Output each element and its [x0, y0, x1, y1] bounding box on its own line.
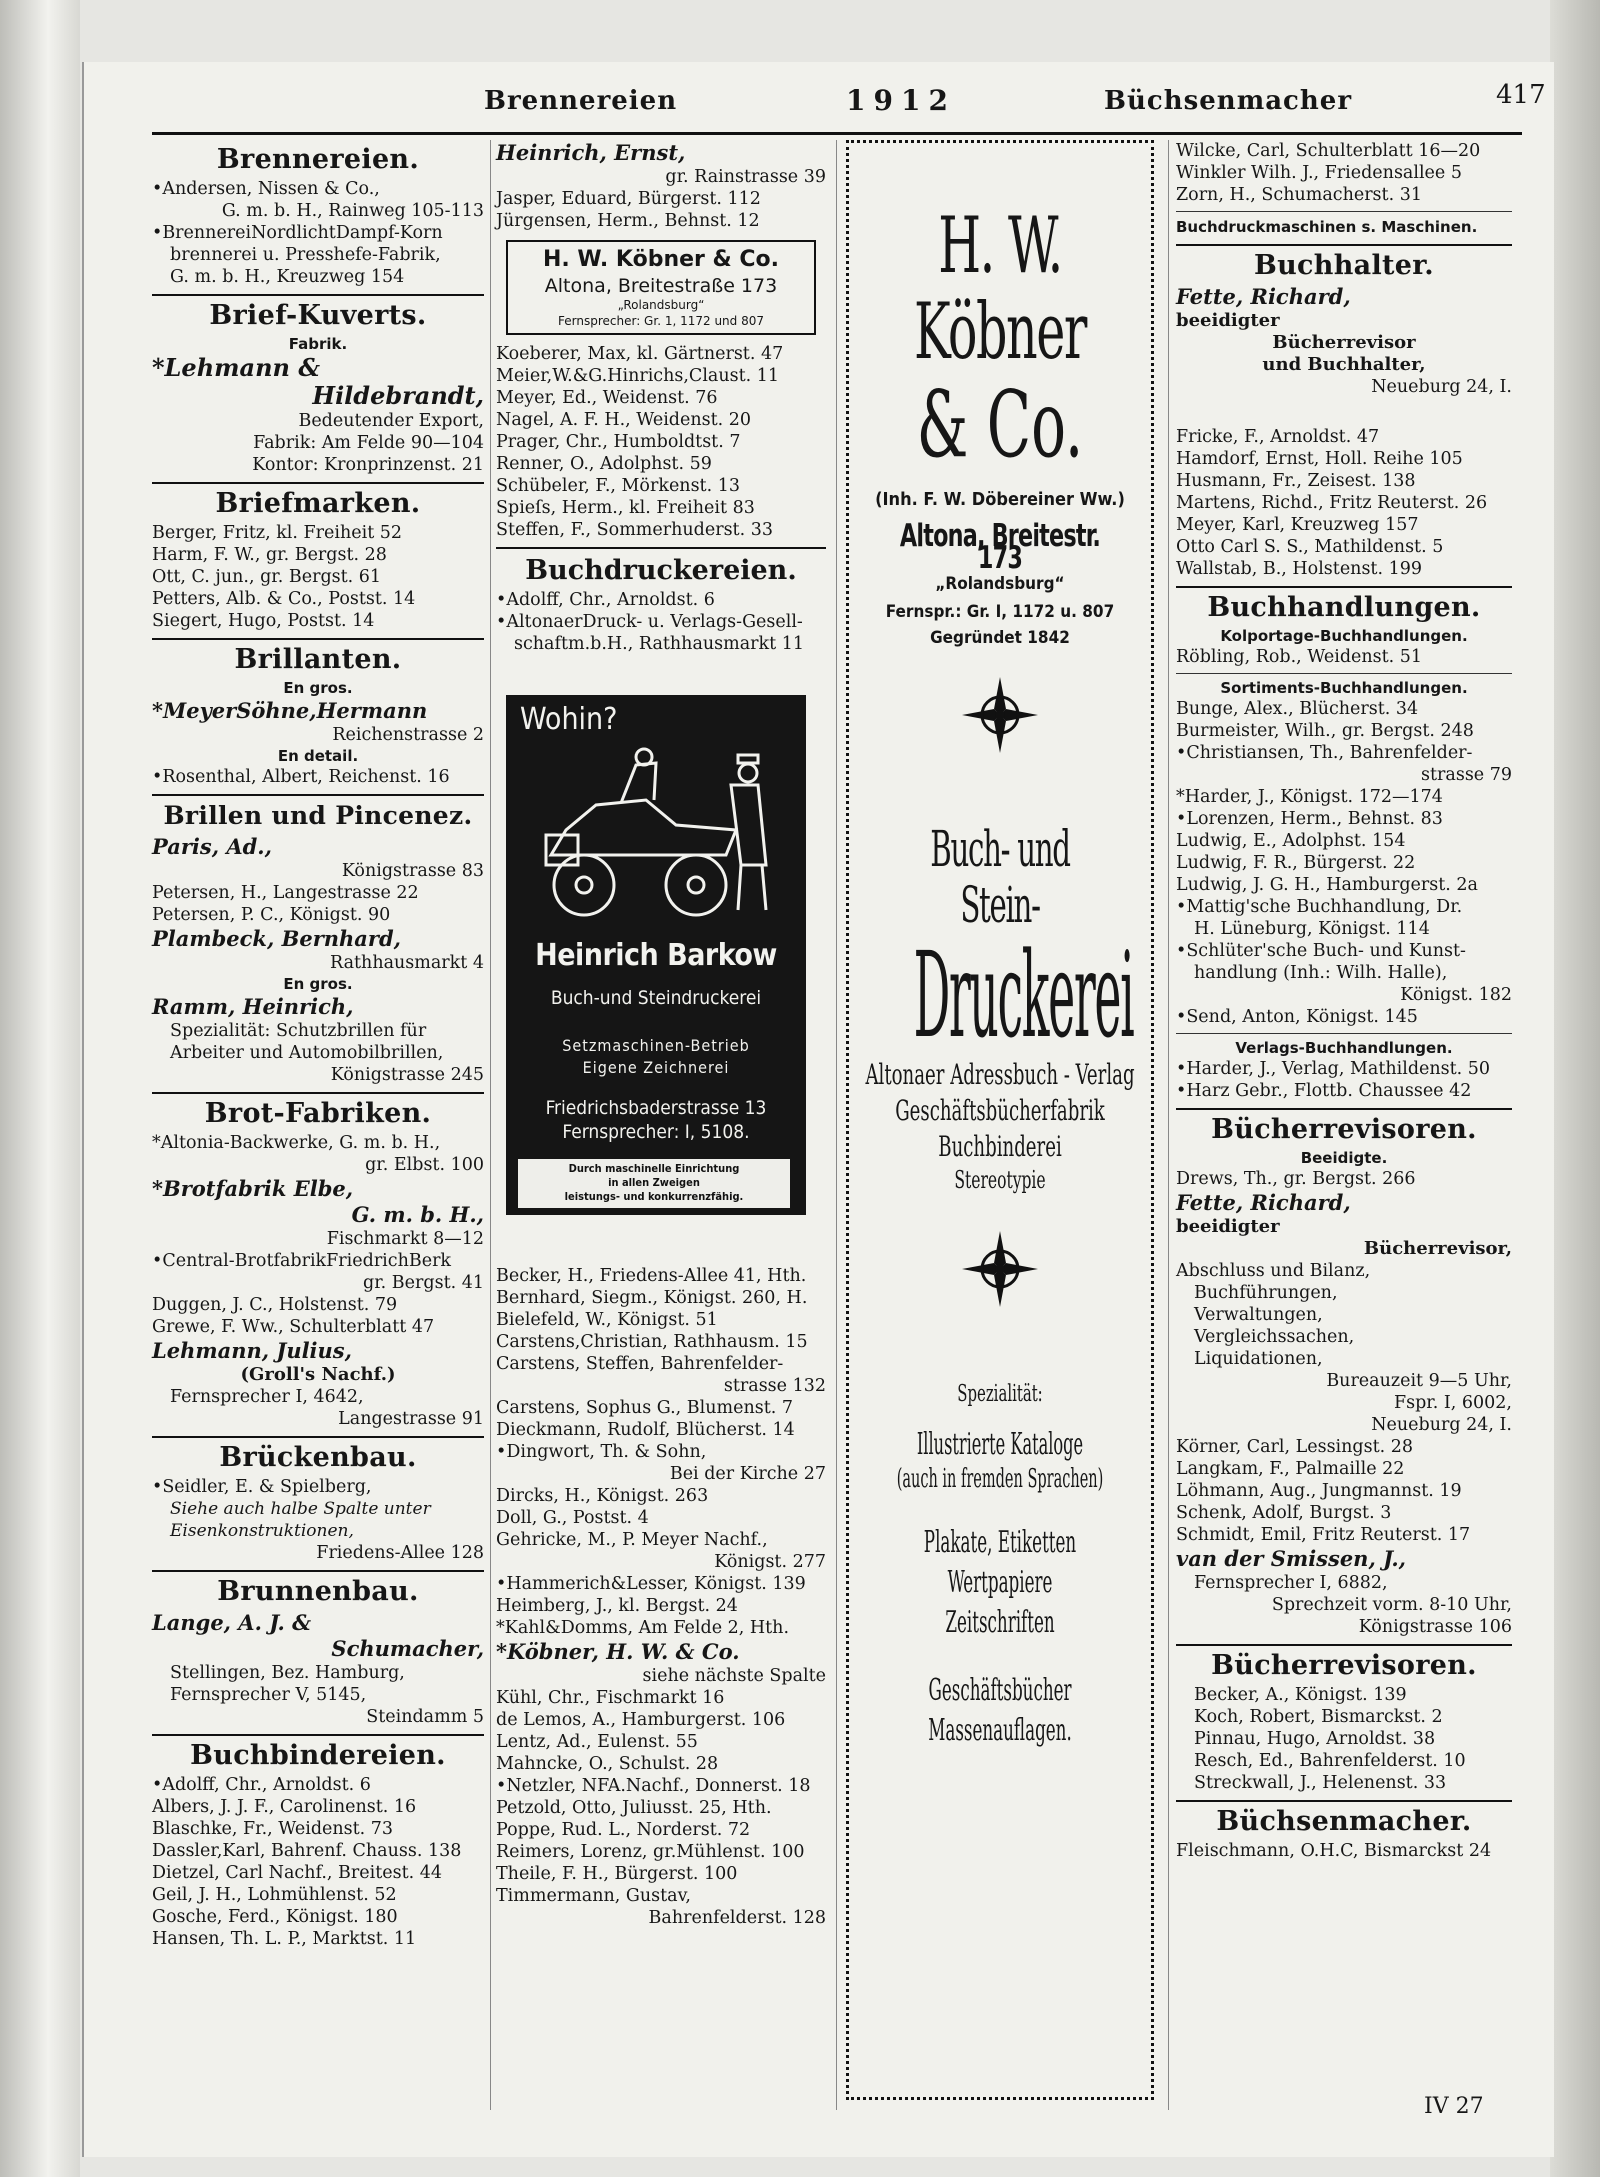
entry: Koch, Robert, Bismarckst. 2	[1194, 1707, 1443, 1727]
featured-name: Lehmann, Julius,	[152, 1338, 352, 1363]
category-heading: Brillen und Pincenez.	[163, 801, 473, 830]
entry: Hamdorf, Ernst, Holl. Reihe 105	[1176, 449, 1463, 469]
entry: Königstrasse 106	[1358, 1617, 1512, 1637]
ad-feature: Setzmaschinen-Betrieb	[562, 1036, 750, 1055]
divider	[496, 547, 826, 549]
entry: Bei der Kirche 27	[669, 1464, 826, 1484]
directory-page	[82, 62, 1554, 2157]
entry: •Mattig'sche Buchhandlung, Dr.	[1176, 897, 1463, 917]
ad-building: „Rolandsburg“	[617, 298, 705, 312]
divider	[1176, 1644, 1512, 1646]
entry: Neueburg 24, I.	[1371, 377, 1512, 397]
entry: *Harder, J., Königst. 172—174	[1176, 787, 1443, 807]
featured-name: Ramm, Heinrich,	[152, 994, 354, 1019]
entry: Berger, Fritz, kl. Freiheit 52	[152, 523, 403, 543]
category-heading: Bücherrevisoren.	[1211, 1114, 1477, 1145]
entry: Langkam, F., Palmaille 22	[1176, 1459, 1405, 1479]
entry: Spieſs, Herm., kl. Freiheit 83	[496, 498, 755, 518]
ad-product: Geschäftsbücher	[928, 1673, 1072, 1708]
entry: Eisenkonstruktionen,	[170, 1521, 354, 1541]
entry: Duggen, J. C., Holstenst. 79	[152, 1295, 398, 1315]
ad-slogan: leistungs- und konkurrenzfähig.	[564, 1190, 744, 1203]
ad-wohin: Wohin?	[520, 702, 618, 737]
entry: •Hammerich&Lesser, Königst. 139	[496, 1574, 806, 1594]
ad-phone: Fernspr.: Gr. I, 1172 u. 807	[885, 602, 1115, 622]
divider	[1176, 1033, 1512, 1034]
divider	[152, 794, 484, 796]
entry: •Harder, J., Verlag, Mathildenst. 50	[1176, 1059, 1491, 1079]
ad-address: Altona, Breitestr. 173	[899, 518, 1101, 576]
category-heading: Buchhandlungen.	[1207, 592, 1481, 623]
barkow-ad	[506, 695, 806, 1215]
column-1	[152, 140, 484, 1950]
entry: Meyer, Ed., Weidenst. 76	[496, 388, 718, 408]
entry: Körner, Carl, Lessingst. 28	[1176, 1437, 1414, 1457]
entry: Dircks, H., Königst. 263	[496, 1486, 709, 1506]
ad-product: Plakate, Etiketten	[923, 1525, 1077, 1560]
entry: Carstens, Sophus G., Blumenst. 7	[496, 1398, 794, 1418]
entry: Ott, C. jun., gr. Bergst. 61	[152, 567, 382, 587]
entry: Liquidationen,	[1194, 1349, 1323, 1369]
category-heading: Brunnenbau.	[217, 1576, 419, 1607]
entry: Becker, H., Friedens-Allee 41, Hth.	[496, 1266, 807, 1286]
subheading: Kolportage-Buchhandlungen.	[1220, 627, 1468, 645]
entry: Neueburg 24, I.	[1371, 1415, 1512, 1435]
entry: G. m. b. H., Kreuzweg 154	[170, 267, 405, 287]
featured-name: Plambeck, Bernhard,	[152, 926, 401, 951]
entry: Petters, Alb. & Co., Postst. 14	[152, 589, 416, 609]
divider	[1176, 586, 1512, 588]
entry: Friedens-Allee 128	[316, 1543, 484, 1563]
entry: Königst. 182	[1400, 985, 1512, 1005]
featured-name: van der Smissen, J.,	[1176, 1546, 1406, 1571]
ad-product: Zeitschriften	[945, 1605, 1055, 1640]
ad-title: H. W. Köbner & Co.	[543, 247, 779, 272]
ad-address: Friedrichsbaderstrasse 13	[545, 1097, 767, 1119]
column-3	[846, 140, 1166, 2105]
entry: •Rosenthal, Albert, Reichenst. 16	[152, 767, 450, 787]
entry: Steffen, F., Sommerhuderst. 33	[496, 520, 773, 540]
header-left: Brennereien	[484, 86, 678, 116]
divider	[1176, 211, 1512, 212]
entry: Fernsprecher I, 6882,	[1194, 1573, 1388, 1593]
ad-business: Buch-und Steindruckerei	[550, 987, 762, 1009]
ad-phone: Fernsprecher: Gr. 1, 1172 und 807	[558, 314, 764, 328]
entry: Fernsprecher V, 5145,	[170, 1685, 367, 1705]
column-rule	[836, 140, 837, 2110]
divider	[1176, 1800, 1512, 1802]
category-heading: Buchhalter.	[1254, 250, 1434, 281]
automobile-illustration	[526, 745, 786, 935]
entry: Zorn, H., Schumacherst. 31	[1176, 185, 1422, 205]
subheading: En detail.	[277, 747, 359, 765]
entry: Harm, F. W., gr. Bergst. 28	[152, 545, 387, 565]
entry: •Dingwort, Th. & Sohn,	[496, 1442, 707, 1462]
entry: Bedeutender Export,	[298, 411, 484, 431]
category-heading: Brückenbau.	[219, 1442, 417, 1473]
entry: •Schlüter'sche Buch- und Kunst-	[1176, 941, 1466, 961]
ornament-icon	[960, 675, 1040, 755]
entry: gr. Rainstrasse 39	[665, 167, 826, 187]
entry: Langestrasse 91	[338, 1409, 484, 1429]
entry: handlung (Inh.: Wilh. Halle),	[1194, 963, 1448, 983]
ad-company-name: Heinrich Barkow	[535, 938, 777, 973]
entry: Gosche, Ferd., Königst. 180	[152, 1907, 398, 1927]
entry: brennerei u. Presshefe-Fabrik,	[170, 245, 441, 265]
ad-building: „Rolandsburg“	[935, 574, 1065, 594]
entry: Ludwig, F. R., Bürgerst. 22	[1176, 853, 1416, 873]
divider	[1176, 1108, 1512, 1110]
entry: Carstens, Steffen, Bahrenfelder-	[496, 1354, 784, 1374]
featured-title: und Buchhalter,	[1262, 354, 1426, 375]
featured-name: Schumacher,	[331, 1636, 484, 1661]
featured-title: beeidigter	[1176, 310, 1280, 331]
entry: •Christiansen, Th., Bahrenfelder-	[1176, 743, 1473, 763]
entry: Petzold, Otto, Juliusst. 25, Hth.	[496, 1798, 772, 1818]
entry: •Adolff, Chr., Arnoldst. 6	[496, 590, 715, 610]
entry: siehe nächste Spalte	[642, 1666, 826, 1686]
entry: schaftm.b.H., Rathhausmarkt 11	[514, 634, 804, 654]
ad-feature: Eigene Zeichnerei	[582, 1058, 730, 1077]
entry: •AltonaerDruck- u. Verlags-Gesell-	[496, 612, 803, 632]
entry: •Netzler, NFA.Nachf., Donnerst. 18	[496, 1776, 811, 1796]
ad-headline: H. W. Köbner	[913, 201, 1087, 377]
entry: Becker, A., Königst. 139	[1194, 1685, 1407, 1705]
entry: Meyer, Karl, Kreuzweg 157	[1176, 515, 1419, 535]
entry: Hansen, Th. L. P., Marktst. 11	[152, 1929, 417, 1949]
featured-name: Fette, Richard,	[1176, 284, 1351, 309]
featured-name: Lange, A. J. &	[152, 1610, 312, 1635]
divider	[152, 482, 484, 484]
entry: Resch, Ed., Bahrenfelderst. 10	[1194, 1751, 1466, 1771]
entry: Grewe, F. Ww., Schulterblatt 47	[152, 1317, 435, 1337]
entry: Siehe auch halbe Spalte unter	[170, 1499, 431, 1519]
entry: Ludwig, E., Adolphst. 154	[1176, 831, 1406, 851]
entry: Drews, Th., gr. Bergst. 266	[1176, 1169, 1416, 1189]
ad-phone: Fernsprecher: I, 5108.	[562, 1121, 750, 1143]
entry: Siegert, Hugo, Postst. 14	[152, 611, 375, 631]
divider	[152, 1436, 484, 1438]
entry: Spezialität: Schutzbrillen für	[170, 1021, 427, 1041]
entry: Röbling, Rob., Weidenst. 51	[1176, 647, 1423, 667]
entry: gr. Elbst. 100	[365, 1155, 484, 1175]
entry: •BrennereiNordlichtDampf-Korn	[152, 223, 443, 243]
subheading: En gros.	[283, 679, 353, 697]
entry: Wallstab, B., Holstenst. 199	[1176, 559, 1422, 579]
page-number: 417	[1496, 80, 1546, 110]
divider	[152, 1734, 484, 1736]
category-heading: Brot-Fabriken.	[204, 1098, 432, 1129]
entry: Jürgensen, Herm., Behnst. 12	[496, 211, 760, 231]
entry: Verwaltungen,	[1194, 1305, 1323, 1325]
entry: Dieckmann, Rudolf, Blücherst. 14	[496, 1420, 795, 1440]
column-4	[1176, 140, 1512, 1862]
entry: Geil, J. H., Lohmühlenst. 52	[152, 1885, 397, 1905]
entry: Renner, O., Adolphst. 59	[496, 454, 712, 474]
entry: Buchführungen,	[1194, 1283, 1338, 1303]
header-right: Büchsenmacher	[1104, 86, 1353, 116]
entry: •Send, Anton, Königst. 145	[1176, 1007, 1418, 1027]
ad-service: Buch- und Stein-	[930, 820, 1070, 934]
entry: Gehricke, M., P. Meyer Nachf.,	[496, 1530, 768, 1550]
column-2	[496, 140, 826, 1929]
entry: Ludwig, J. G. H., Hamburgerst. 2a	[1176, 875, 1478, 895]
entry: Koeberer, Max, kl. Gärtnerst. 47	[496, 344, 784, 364]
divider	[152, 294, 484, 296]
entry: Bahrenfelderst. 128	[648, 1908, 826, 1928]
divider	[1176, 673, 1512, 674]
entry: Jasper, Eduard, Bürgerst. 112	[496, 189, 761, 209]
column-rule	[490, 140, 491, 2110]
entry: •Andersen, Nissen & Co.,	[152, 179, 380, 199]
entry: Petersen, H., Langestrasse 22	[152, 883, 419, 903]
ad-service: Geschäftsbücherfabrik	[895, 1094, 1105, 1127]
subheading: Verlags-Buchhandlungen.	[1235, 1039, 1453, 1057]
column-rule	[1168, 140, 1169, 2110]
entry: Rathhausmarkt 4	[330, 953, 484, 973]
entry: Prager, Chr., Humboldtst. 7	[496, 432, 741, 452]
entry: •Lorenzen, Herm., Behnst. 83	[1176, 809, 1443, 829]
entry: Schübeler, F., Mörkenst. 13	[496, 476, 740, 496]
entry: Blaschke, Fr., Weidenst. 73	[152, 1819, 394, 1839]
featured-name: *MeyerSöhne,Hermann	[152, 698, 428, 723]
entry: Petersen, P. C., Königst. 90	[152, 905, 391, 925]
entry: Kühl, Chr., Fischmarkt 16	[496, 1688, 725, 1708]
entry: Pinnau, Hugo, Arnoldst. 38	[1194, 1729, 1436, 1749]
entry: Schmidt, Emil, Fritz Reuterst. 17	[1176, 1525, 1471, 1545]
entry: Carstens,Christian, Rathhausm. 15	[496, 1332, 808, 1352]
featured-name: *Lehmann &	[152, 353, 321, 382]
entry: *Altonia-Backwerke, G. m. b. H.,	[152, 1133, 441, 1153]
ad-specialty: Illustrierte Kataloge	[916, 1427, 1084, 1462]
entry: Sprechzeit vorm. 8-10 Uhr,	[1271, 1595, 1512, 1615]
cross-reference: Buchdruckmaschinen s. Maschinen.	[1176, 218, 1478, 236]
subheading: En gros.	[283, 975, 353, 993]
entry: Fischmarkt 8—12	[326, 1229, 484, 1249]
entry: •Seidler, E. & Spielberg,	[152, 1477, 372, 1497]
entry: Burmeister, Wilh., gr. Bergst. 248	[1176, 721, 1474, 741]
subheading: Beeidigte.	[1300, 1149, 1388, 1167]
ad-address: Altona, Breitestraße 173	[544, 275, 778, 297]
featured-title: Bücherrevisor	[1272, 332, 1416, 353]
entry: Fspr. I, 6002,	[1393, 1393, 1512, 1413]
entry: Königst. 277	[714, 1552, 826, 1572]
featured-name: Fette, Richard,	[1176, 1190, 1351, 1215]
subheading: Fabrik.	[288, 335, 348, 353]
entry: •Central-BrotfabrikFriedrichBerk	[152, 1251, 452, 1271]
entry: Mahncke, O., Schulst. 28	[496, 1754, 719, 1774]
entry: Fleischmann, O.H.C, Bismarckst 24	[1176, 1841, 1492, 1861]
entry: Husmann, Fr., Zeisest. 138	[1176, 471, 1416, 491]
category-heading: Buchbindereien.	[190, 1740, 446, 1771]
category-heading: Bücherrevisoren.	[1211, 1650, 1477, 1681]
entry: Timmermann, Gustav,	[496, 1886, 691, 1906]
ad-specialty: (auch in fremden Sprachen)	[896, 1464, 1104, 1494]
ad-service: Altonaer Adressbuch - Verlag	[865, 1058, 1135, 1091]
ad-founded: Gegründet 1842	[930, 628, 1070, 648]
ad-owner: (Inh. F. W. Döbereiner Ww.)	[875, 489, 1125, 510]
entry: Martens, Richd., Fritz Reuterst. 26	[1176, 493, 1488, 513]
entry: Schenk, Adolf, Burgst. 3	[1176, 1503, 1392, 1523]
featured-name: *Brotfabrik Elbe,	[152, 1176, 354, 1201]
featured-name: *Köbner, H. W. & Co.	[496, 1639, 740, 1664]
entry: Bernhard, Siegm., Königst. 260, H.	[496, 1288, 808, 1308]
entry: Meier,W.&G.Hinrichs,Claust. 11	[496, 366, 780, 386]
divider	[152, 638, 484, 640]
ad-slogan: Durch maschinelle Einrichtung	[568, 1162, 740, 1175]
divider	[1176, 244, 1512, 246]
entry: Abschluss und Bilanz,	[1176, 1261, 1371, 1281]
category-heading: Briefmarken.	[215, 488, 421, 519]
koebner-box-ad	[506, 240, 816, 335]
ad-service: Buchbinderei	[938, 1130, 1062, 1163]
featured-title: Bücherrevisor,	[1363, 1238, 1512, 1259]
entry: Dassler,Karl, Bahrenf. Chauss. 138	[152, 1841, 462, 1861]
entry: Königstrasse 83	[341, 861, 484, 881]
ad-slogan: in allen Zweigen	[608, 1176, 700, 1189]
ad-product: Massenauflagen.	[928, 1713, 1072, 1748]
scan-left-edge	[0, 0, 80, 2177]
entry: strasse 132	[723, 1376, 826, 1396]
category-heading: Büchsenmacher.	[1216, 1806, 1472, 1837]
entry: H. Lüneburg, Königst. 114	[1194, 919, 1430, 939]
entry: de Lemos, A., Hamburgerst. 106	[496, 1710, 786, 1730]
entry: Lentz, Ad., Eulenst. 55	[496, 1732, 698, 1752]
entry: G. m. b. H., Rainweg 105-113	[221, 201, 484, 221]
entry: Fricke, F., Arnoldst. 47	[1176, 427, 1380, 447]
entry: Dietzel, Carl Nachf., Breitest. 44	[152, 1863, 442, 1883]
entry: Albers, J. J. F., Carolinenst. 16	[152, 1797, 417, 1817]
signature-mark: IV 27	[1424, 2094, 1484, 2119]
entry: Bunge, Alex., Blücherst. 34	[1176, 699, 1419, 719]
ad-service-large: Druckerei	[913, 926, 1134, 1064]
subheading: Sortiments-Buchhandlungen.	[1220, 679, 1468, 697]
entry: Bureauzeit 9—5 Uhr,	[1326, 1371, 1512, 1391]
ad-product: Wertpapiere	[947, 1565, 1053, 1600]
featured-name: Paris, Ad.,	[152, 834, 272, 859]
entry: Löhmann, Aug., Jungmannst. 19	[1176, 1481, 1462, 1501]
header-rule	[152, 132, 1522, 135]
category-heading: Brennereien.	[216, 144, 420, 175]
entry: •Harz Gebr., Flottb. Chaussee 42	[1176, 1081, 1472, 1101]
scan-right-edge	[1550, 0, 1600, 2177]
entry: *Kahl&Domms, Am Felde 2, Hth.	[496, 1618, 790, 1638]
entry: Kontor: Kronprinzenst. 21	[252, 455, 484, 475]
ad-headline: & Co.	[916, 371, 1084, 478]
entry: Steindamm 5	[366, 1707, 484, 1727]
entry: Bielefeld, W., Königst. 51	[496, 1310, 718, 1330]
entry: strasse 79	[1421, 765, 1512, 785]
entry: Stellingen, Bez. Hamburg,	[170, 1663, 405, 1683]
entry: Doll, G., Postst. 4	[496, 1508, 649, 1528]
entry: Reichenstrasse 2	[332, 725, 484, 745]
featured-name: (Groll's Nachf.)	[240, 1364, 396, 1385]
entry: Wilcke, Carl, Schulterblatt 16—20	[1176, 141, 1481, 161]
ad-service: Stereotypie	[954, 1166, 1046, 1194]
featured-name: Hildebrandt,	[312, 381, 484, 410]
category-heading: Brief-Kuverts.	[209, 300, 427, 331]
entry: Nagel, A. F. H., Weidenst. 20	[496, 410, 752, 430]
entry: •Adolff, Chr., Arnoldst. 6	[152, 1775, 371, 1795]
entry: Heimberg, J., kl. Bergst. 24	[496, 1596, 738, 1616]
featured-name: Heinrich, Ernst,	[496, 140, 686, 165]
entry: Arbeiter und Automobilbrillen,	[170, 1043, 444, 1063]
entry: Streckwall, J., Helenenst. 33	[1194, 1773, 1447, 1793]
ad-specialty-label: Spezialität:	[957, 1381, 1043, 1407]
running-head	[154, 80, 1546, 120]
entry: gr. Bergst. 41	[363, 1273, 484, 1293]
entry: Vergleichssachen,	[1194, 1327, 1355, 1347]
header-year: 1912	[846, 84, 956, 117]
category-heading: Brillanten.	[234, 644, 402, 675]
entry: Fernsprecher I, 4642,	[170, 1387, 364, 1407]
koebner-full-ad	[846, 140, 1154, 2100]
entry: Königstrasse 245	[330, 1065, 484, 1085]
entry: Reimers, Lorenz, gr.Mühlenst. 100	[496, 1842, 805, 1862]
entry: Winkler Wilh. J., Friedensallee 5	[1176, 163, 1462, 183]
ad-slogan-box	[518, 1159, 790, 1208]
entry: Fabrik: Am Felde 90—104	[253, 433, 484, 453]
entry: Theile, F. H., Bürgerst. 100	[496, 1864, 738, 1884]
ornament-icon	[960, 1229, 1040, 1309]
divider	[152, 1092, 484, 1094]
entry: Poppe, Rud. L., Norderst. 72	[496, 1820, 751, 1840]
entry: Otto Carl S. S., Mathildenst. 5	[1176, 537, 1444, 557]
divider	[152, 1570, 484, 1572]
featured-name: G. m. b. H.,	[351, 1202, 484, 1227]
featured-title: beeidigter	[1176, 1216, 1280, 1237]
category-heading: Buchdruckereien.	[525, 555, 797, 586]
